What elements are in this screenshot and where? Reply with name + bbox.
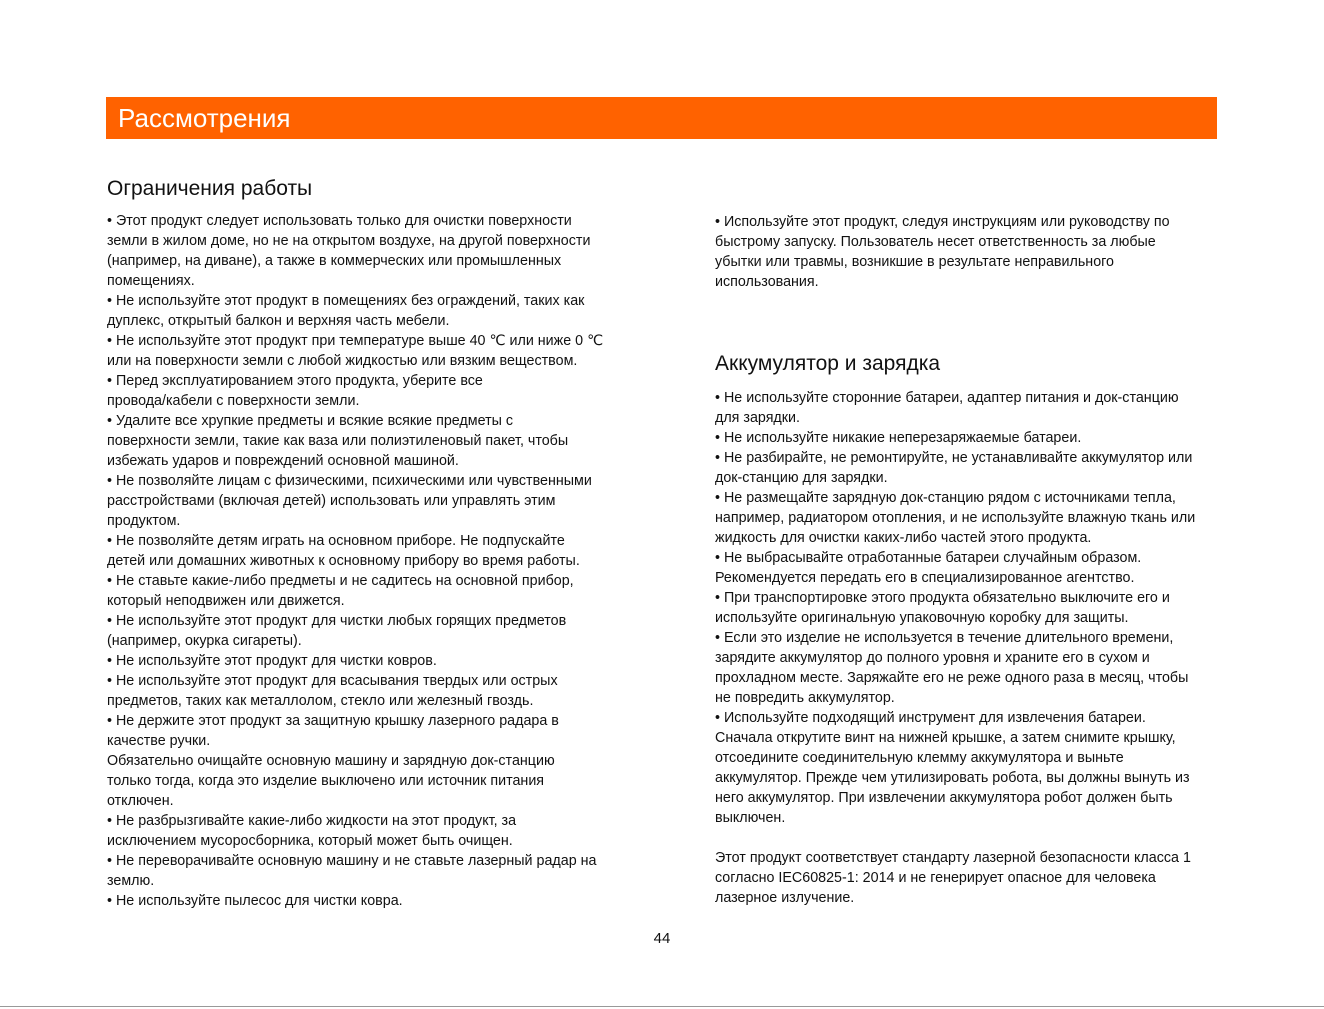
text-line: качестве ручки. xyxy=(107,733,211,749)
text-line: • Не используйте этот продукт для всасывания твердых или острых xyxy=(107,673,558,689)
operation-limits-text xyxy=(107,211,627,911)
text-line: • Не позволяйте детям играть на основном приборе. Не подпускайте xyxy=(107,533,565,549)
laser-safety-text xyxy=(715,848,1225,908)
text-line: провода/кабели с поверхности земли. xyxy=(107,393,360,409)
text-line: дуплекс, открытый балкон и верхняя часть мебели. xyxy=(107,313,450,329)
text-line: помещениях. xyxy=(107,273,195,289)
text-line: только тогда, когда это изделие выключено или источник питания xyxy=(107,773,545,789)
text-line: отключен. xyxy=(107,793,174,809)
text-line: выключен. xyxy=(715,810,786,826)
text-line: аккумулятор. Прежде чем утилизировать робота, вы должны вынуть из xyxy=(715,770,1190,786)
text-line: земли в жилом доме, но не на открытом воздухе, на другой поверхности xyxy=(107,233,591,249)
text-line: него аккумулятор. При извлечении аккумулятора робот должен быть xyxy=(715,790,1173,806)
section-banner xyxy=(106,97,1217,139)
heading-battery-charging: Аккумулятор и зарядка xyxy=(715,352,941,375)
text-line: зарядите аккумулятор до полного уровня и храните его в сухом и xyxy=(715,650,1150,666)
text-line: Обязательно очищайте основную машину и зарядную док-станцию xyxy=(107,753,555,769)
text-line: исключением мусоросборника, который может быть очищен. xyxy=(107,833,513,849)
text-line: • Не используйте пылесос для чистки ковра. xyxy=(107,893,403,909)
text-line: • Не используйте этот продукт в помещениях без ограждений, таких как xyxy=(107,293,585,309)
text-line: (например, на диване), а также в коммерческих или промышленных xyxy=(107,253,562,269)
text-line: избежать ударов и повреждений основной машиной. xyxy=(107,453,459,469)
text-line: землю. xyxy=(107,873,155,889)
text-line: согласно IEC60825-1: 2014 и не генерирует опасное для человека xyxy=(715,870,1156,886)
page-number: 44 xyxy=(653,930,671,947)
text-line: используйте оригинальную упаковочную коробку для защиты. xyxy=(715,610,1129,626)
text-line: • Используйте подходящий инструмент для извлечения батареи. xyxy=(715,710,1146,726)
text-line: например, радиатором отопления, и не используйте влажную ткань или xyxy=(715,510,1196,526)
text-line: для зарядки. xyxy=(715,410,800,426)
text-line: • Не разбрызгивайте какие-либо жидкости на этот продукт, за xyxy=(107,813,517,829)
text-line: Сначала открутите винт на нижней крышке, а затем снимите крышку, xyxy=(715,730,1176,746)
text-line: • Не переворачивайте основную машину и не ставьте лазерный радар на xyxy=(107,853,597,869)
text-line: • Перед эксплуатированием этого продукта, уберите все xyxy=(107,373,483,389)
text-line: предметов, таких как металлолом, стекло или железный гвоздь. xyxy=(107,693,534,709)
text-line: поверхности земли, такие как ваза или полиэтиленовый пакет, чтобы xyxy=(107,433,569,449)
text-line: • Не используйте этот продукт при температуре выше 40 ℃ или ниже 0 ℃ xyxy=(107,333,604,349)
text-line: • Удалите все хрупкие предметы и всякие всякие предметы с xyxy=(107,413,514,429)
text-line: детей или домашних животных к основному прибору во время работы. xyxy=(107,553,580,569)
banner-title: Рассмотрения xyxy=(118,103,291,133)
text-line: • Не используйте сторонние батареи, адаптер питания и док-станцию xyxy=(715,390,1179,406)
text-line: (например, окурка сигареты). xyxy=(107,633,302,649)
spacer xyxy=(715,292,1225,350)
text-line: или на поверхности земли с любой жидкостью или вязким веществом. xyxy=(107,353,578,369)
text-line: • Не выбрасывайте отработанные батареи случайным образом. xyxy=(715,550,1142,566)
text-line: • Не используйте этот продукт для чистки ковров. xyxy=(107,653,437,669)
text-line: • Не позволяйте лицам с физическими, психическими или чувственными xyxy=(107,473,592,489)
text-line: Рекомендуется передать его в специализированное агентство. xyxy=(715,570,1135,586)
text-line: • При транспортировке этого продукта обязательно выключите его и xyxy=(715,590,1170,606)
text-line: жидкость для очистки каких-либо частей этого продукта. xyxy=(715,530,1092,546)
bottom-divider xyxy=(0,1006,1324,1007)
text-line: отсоедините соединительную клемму аккумулятора и выньте xyxy=(715,750,1124,766)
text-line: • Не используйте этот продукт для чистки любых горящих предметов xyxy=(107,613,567,629)
text-line: лазерное излучение. xyxy=(715,890,855,906)
usage-note-text xyxy=(715,212,1225,292)
spacer xyxy=(715,828,1225,848)
text-line: • Используйте этот продукт, следуя инструкциям или руководству по xyxy=(715,214,1170,230)
text-line: который неподвижен или движется. xyxy=(107,593,345,609)
text-line: • Не держите этот продукт за защитную крышку лазерного радара в xyxy=(107,713,559,729)
text-line: • Не ставьте какие-либо предметы и не садитесь на основной прибор, xyxy=(107,573,574,589)
text-line: прохладном месте. Заряжайте его не реже одного раза в месяц, чтобы xyxy=(715,670,1189,686)
text-line: • Не размещайте зарядную док-станцию рядом с источниками тепла, xyxy=(715,490,1176,506)
text-line: продуктом. xyxy=(107,513,181,529)
left-column xyxy=(107,175,627,911)
text-line: не повредить аккумулятор. xyxy=(715,690,895,706)
text-line: • Этот продукт следует использовать только для очистки поверхности xyxy=(107,213,572,229)
right-column xyxy=(715,212,1225,908)
text-line: использования. xyxy=(715,274,819,290)
text-line: убытки или травмы, возникшие в результате неправильного xyxy=(715,254,1115,270)
text-line: быстрому запуску. Пользователь несет ответственность за любые xyxy=(715,234,1156,250)
text-line: Этот продукт соответствует стандарту лазерной безопасности класса 1 xyxy=(715,850,1191,866)
text-line: расстройствами (включая детей) использовать или управлять этим xyxy=(107,493,556,509)
text-line: док-станцию для зарядки. xyxy=(715,470,888,486)
text-line: • Если это изделие не используется в течение длительного времени, xyxy=(715,630,1174,646)
battery-charging-text xyxy=(715,388,1225,828)
text-line: • Не используйте никакие неперезаряжаемые батареи. xyxy=(715,430,1082,446)
text-line: • Не разбирайте, не ремонтируйте, не устанавливайте аккумулятор или xyxy=(715,450,1193,466)
heading-operation-limits: Ограничения работы xyxy=(107,177,313,200)
